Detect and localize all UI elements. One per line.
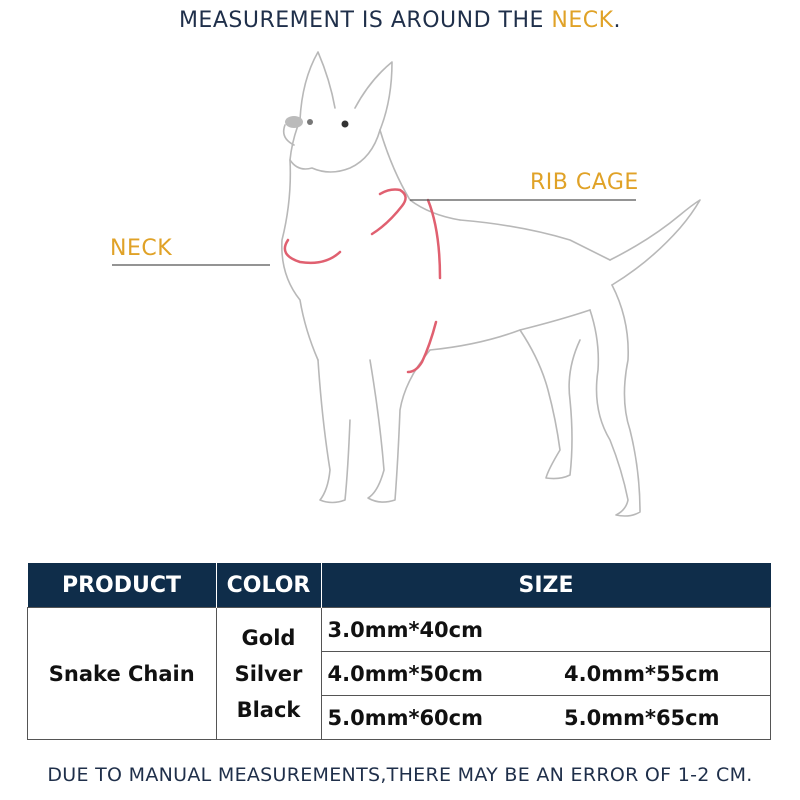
- color-black: Black: [236, 697, 301, 722]
- size-option: 5.0mm*65cm: [564, 705, 720, 730]
- neck-label: NECK: [110, 236, 173, 261]
- headline: [0, 8, 800, 33]
- size-cell-row-2: [321, 652, 771, 696]
- size-option: 3.0mm*40cm: [327, 617, 484, 642]
- size-cell-row-3: [321, 696, 771, 740]
- color-gold: Gold: [241, 625, 296, 650]
- size-option: 5.0mm*60cm: [327, 705, 484, 730]
- table-row: [28, 608, 771, 652]
- header-product: PRODUCT: [28, 563, 217, 608]
- headline-prefix: MEASUREMENT IS AROUND THE: [178, 8, 552, 33]
- size-option: 4.0mm*50cm: [327, 661, 484, 686]
- size-cell-row-1: [321, 608, 771, 652]
- header-color: COLOR: [216, 563, 321, 608]
- size-option: 4.0mm*55cm: [564, 661, 720, 686]
- headline-accent: NECK: [551, 8, 614, 33]
- table-header-row: [28, 563, 771, 608]
- color-cell: [216, 608, 321, 740]
- dog-illustration: [0, 40, 800, 560]
- product-cell: Snake Chain: [28, 608, 217, 740]
- headline-suffix: .: [613, 8, 622, 33]
- rib-cage-label: RIB CAGE: [530, 170, 639, 195]
- color-silver: Silver: [234, 661, 303, 686]
- footnote: DUE TO MANUAL MEASUREMENTS,THERE MAY BE AN ERROR OF 1-2 CM.: [47, 764, 753, 786]
- header-size: SIZE: [321, 563, 771, 608]
- size-table: [27, 563, 771, 740]
